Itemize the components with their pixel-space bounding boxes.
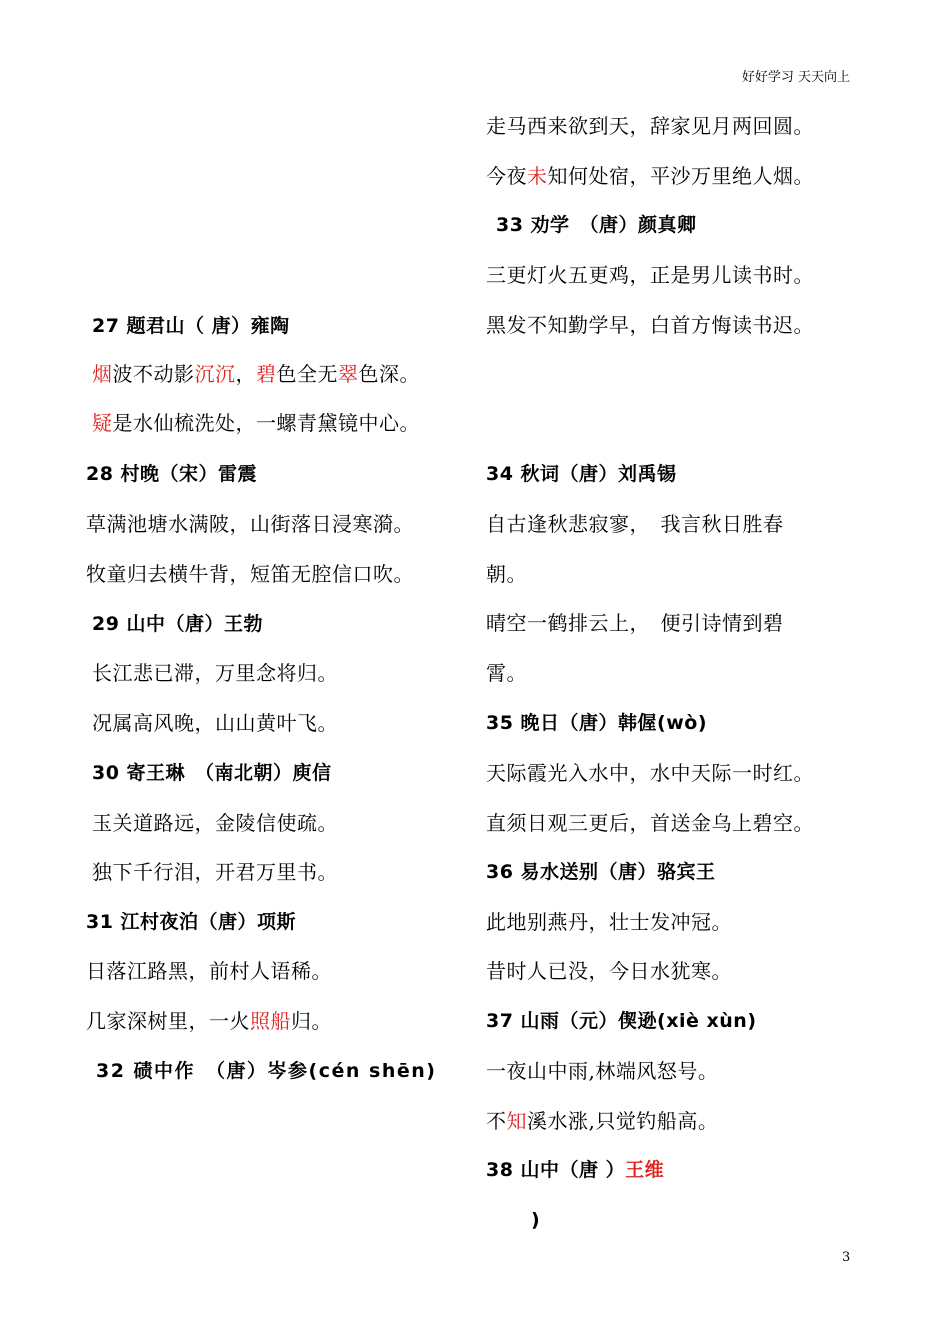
text-segment: 溪水涨,只觉钓船高。 — [527, 1109, 719, 1133]
poem-27-line-2 — [92, 410, 420, 436]
text-segment: 不 — [486, 1109, 507, 1133]
poem-36-line-2: 昔时人已没，今日水犹寒。 — [486, 959, 732, 983]
highlighted-text: 照船 — [250, 1009, 291, 1033]
poem-36-line-1: 此地别燕丹，壮士发冲冠。 — [486, 910, 732, 934]
highlighted-text: 烟 — [92, 362, 113, 386]
poem-32-line-1: 走马西来欲到天，辞家见月两回圆。 — [486, 114, 814, 138]
poem-33-line-2: 黑发不知勤学早，白首方悔读书迟。 — [486, 313, 814, 337]
highlighted-text: 王维 — [625, 1159, 665, 1181]
poem-34-line-2-cont: 霄。 — [486, 661, 527, 685]
poem-30-title: 30 寄王琳 （南北朝）庾信 — [92, 762, 332, 784]
highlighted-text: 未 — [527, 164, 548, 188]
text-segment: 38 山中（唐 ） — [486, 1159, 626, 1181]
poem-29-line-2: 况属高风晚，山山黄叶飞。 — [92, 711, 338, 735]
poem-33-line-1: 三更灯火五更鸡，正是男儿读书时。 — [486, 263, 814, 287]
poem-29-line-1: 长江悲已滞，万里念将归。 — [92, 661, 338, 685]
text-segment: 色深。 — [358, 362, 420, 386]
poem-36-title: 36 易水送别（唐）骆宾王 — [486, 861, 716, 883]
text-segment: 几家深树里，一火 — [86, 1009, 250, 1033]
poem-35-line-2: 直须日观三更后，首送金乌上碧空。 — [486, 811, 814, 835]
poem-38-line-1: ) — [531, 1209, 541, 1231]
text-segment: 知何处宿，平沙万里绝人烟。 — [547, 164, 814, 188]
poem-32-line-2 — [486, 163, 814, 189]
highlighted-text: 沉沉 — [194, 362, 236, 386]
poem-34-line-2: 晴空一鹤排云上， 便引诗情到碧 — [486, 611, 784, 635]
poem-28-title: 28 村晚（宋）雷震 — [86, 463, 258, 485]
text-segment: ， — [235, 362, 256, 386]
poem-30-line-1: 玉关道路远，金陵信使疏。 — [92, 811, 338, 835]
poem-35-title: 35 晚日（唐）韩偓(wò) — [486, 712, 708, 734]
text-segment: 色全无 — [276, 362, 338, 386]
poem-30-line-2: 独下千行泪，开君万里书。 — [92, 860, 338, 884]
text-segment: 是水仙梳洗处，一螺青黛镜中心。 — [112, 411, 420, 435]
highlighted-text: 知 — [506, 1109, 527, 1133]
poem-28-line-1: 草满池塘水满陂，山街落日浸寒漪。 — [86, 512, 414, 536]
text-segment: 今夜 — [486, 164, 527, 188]
text-segment: 波不动影 — [112, 362, 195, 386]
poem-37-title: 37 山雨（元）偰逊(xiè xùn) — [486, 1010, 757, 1032]
highlighted-text: 碧 — [256, 362, 277, 386]
page-header: 好好学习 天天向上 — [741, 70, 850, 85]
text-segment: 归。 — [291, 1009, 332, 1033]
poem-31-title: 31 江村夜泊（唐）项斯 — [86, 911, 297, 933]
poem-33-title: 33 劝学 （唐）颜真卿 — [496, 214, 697, 236]
highlighted-text: 疑 — [92, 411, 113, 435]
poem-38-title — [486, 1157, 664, 1183]
poem-27-line-1 — [92, 361, 420, 387]
poem-29-title: 29 山中（唐）王勃 — [92, 613, 264, 635]
poem-27-title: 27 题君山（ 唐）雍陶 — [92, 315, 290, 337]
poem-28-line-2: 牧童归去横牛背，短笛无腔信口吹。 — [86, 562, 414, 586]
poem-37-line-2 — [486, 1108, 718, 1134]
poem-34-line-1: 自古逢秋悲寂寥， 我言秋日胜春 — [486, 512, 784, 536]
poem-35-line-1: 天际霞光入水中，水中天际一时红。 — [486, 761, 814, 785]
highlighted-text: 翠 — [338, 362, 359, 386]
page-number: 3 — [842, 1250, 851, 1265]
poem-31-line-1: 日落江路黑，前村人语稀。 — [86, 959, 332, 983]
poem-34-title: 34 秋词（唐）刘禹锡 — [486, 463, 677, 485]
poem-34-line-1-cont: 朝。 — [486, 562, 527, 586]
poem-37-line-1: 一夜山中雨,林端风怒号。 — [486, 1059, 719, 1083]
poem-32-title: 32 碛中作 （唐）岑参(cén shēn) — [96, 1060, 437, 1082]
poem-31-line-2 — [86, 1008, 332, 1034]
